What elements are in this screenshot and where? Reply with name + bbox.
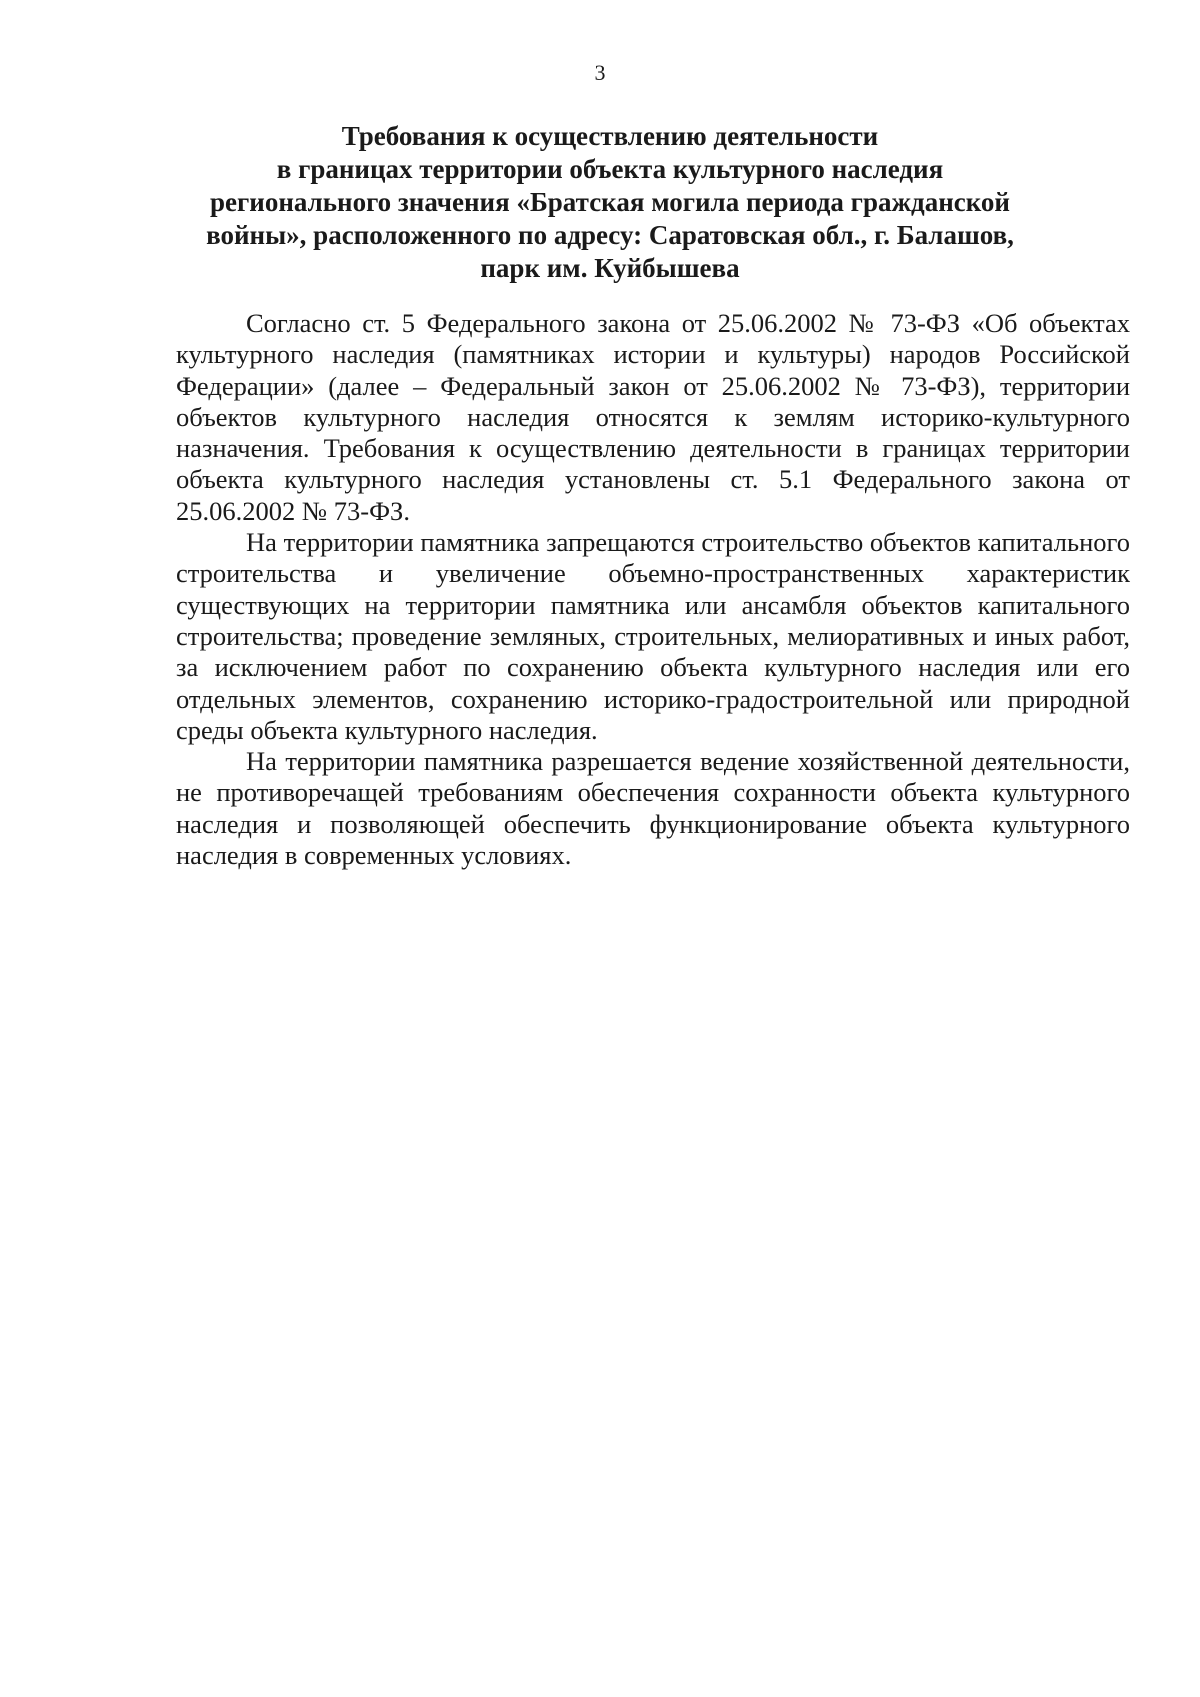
document-title xyxy=(200,120,1020,285)
paragraph-3: На территории памятника разрешается ведение хозяйственной деятельности, не противоречащей требованиям обеспечения сохранности объекта культурного наследия и позволяющей обеспечить функционирование объекта культурного наследия в современных условиях. xyxy=(176,746,1130,871)
title-line-4: войны», расположенного по адресу: Саратовская обл., г. Балашов, xyxy=(206,220,1014,250)
title-line-2: в границах территории объекта культурного наследия xyxy=(276,154,944,184)
title-line-1: Требования к осуществлению деятельности xyxy=(341,121,879,151)
title-line-3: регионального значения «Братская могила периода гражданской xyxy=(210,187,1010,217)
document-body xyxy=(176,308,1130,871)
paragraph-1: Согласно ст. 5 Федерального закона от 25.06.2002 № 73-ФЗ «Об объектах культурного наследия (памятниках истории и культуры) народов Российской Федерации» (далее – Федеральный закон от 25.06.2002 № 73-ФЗ), территории объектов культурного наследия относятся к землям историко-культурного назначения. Требования к осуществлению деятельности в границах территории объекта культурного наследия установлены ст. 5.1 Федерального закона от 25.06.2002 № 73-ФЗ. xyxy=(176,308,1130,526)
paragraph-2: На территории памятника запрещаются строительство объектов капитального строительства и увеличение объемно-пространственных характеристик существующих на территории памятника или ансамбля объектов капитального строительства; проведение земляных, строительных, мелиоративных и иных работ, за исключением работ по сохранению объекта культурного наследия или его отдельных элементов, сохранению историко-градостроительной или природной среды объекта культурного наследия. xyxy=(176,527,1130,745)
page-number: 3 xyxy=(594,60,606,85)
title-line-5: парк им. Куйбышева xyxy=(480,253,740,283)
